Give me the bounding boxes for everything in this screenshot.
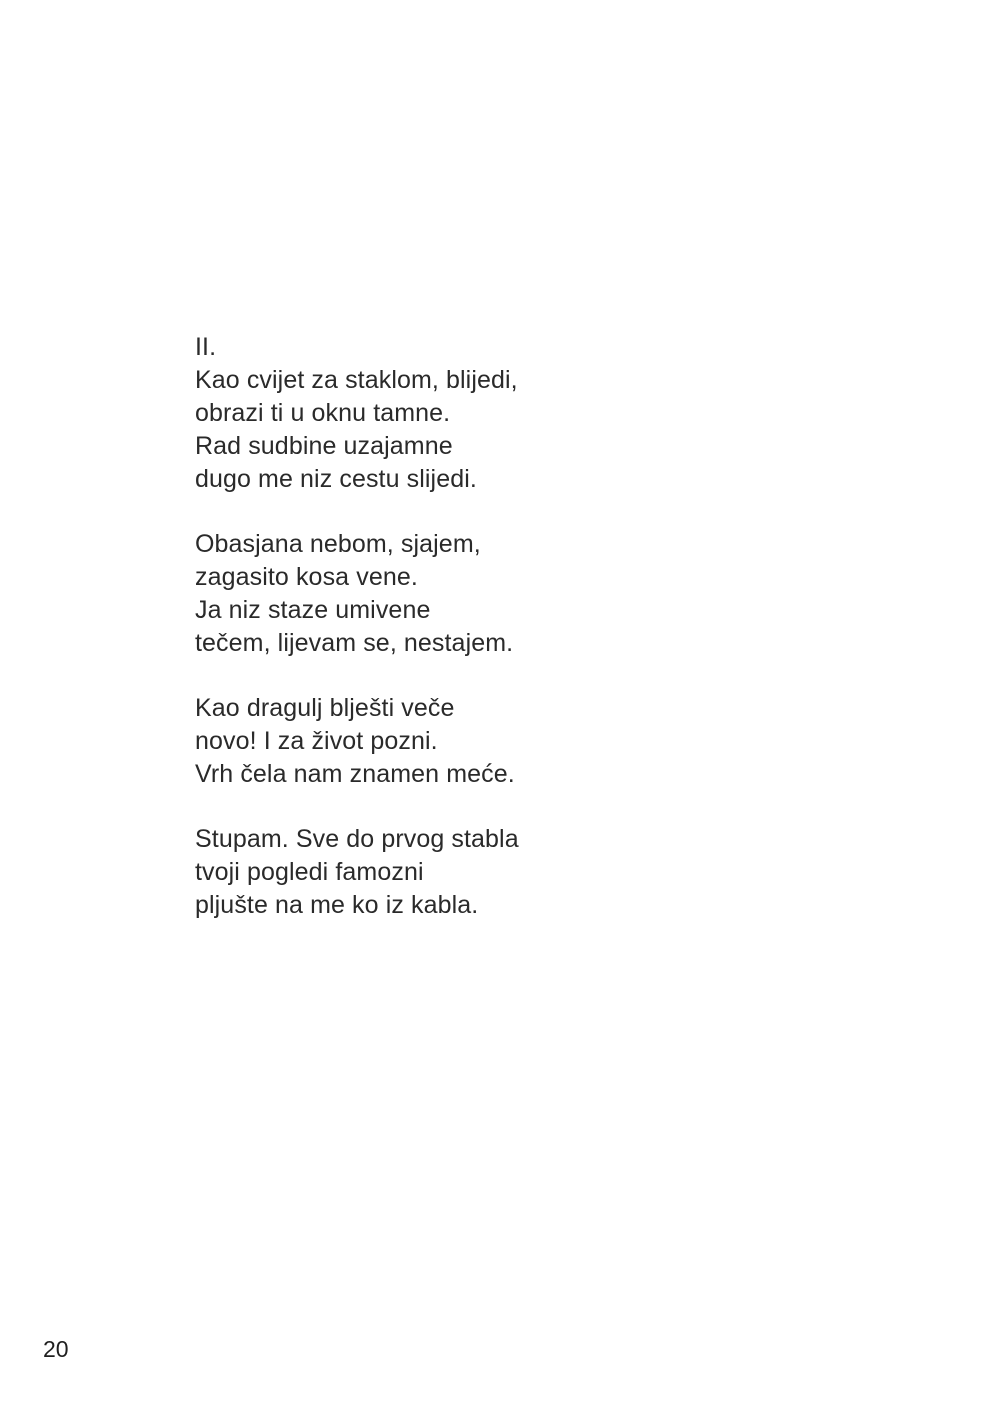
verse-line: dugo me niz cestu slijedi.: [195, 465, 477, 493]
verse-line: tečem, lijevam se, nestajem.: [195, 629, 514, 657]
verse-line: tvoji pogledi famozni: [195, 858, 424, 886]
verse-line: Kao dragulj blješti veče: [195, 694, 455, 722]
verse-line: zagasito kosa vene.: [195, 563, 418, 591]
verse-line: Kao cvijet za staklom, blijedi,: [195, 366, 518, 394]
verse-line: pljušte na me ko iz kabla.: [195, 891, 479, 919]
verse-line: Ja niz staze umivene: [195, 596, 431, 624]
verse-line: Vrh čela nam znamen meće.: [195, 760, 515, 788]
stanza-3: [195, 692, 519, 791]
verse-line: Rad sudbine uzajamne: [195, 432, 453, 460]
stanza-4: [195, 823, 519, 922]
verse-line: novo! I za život pozni.: [195, 727, 438, 755]
page-number: 20: [43, 1336, 69, 1362]
verse-line: Obasjana nebom, sjajem,: [195, 530, 481, 558]
verse-line: obrazi ti u oknu tamne.: [195, 399, 451, 427]
stanza-1: [195, 364, 519, 496]
stanza-2: [195, 528, 519, 660]
verse-line: Stupam. Sve do prvog stabla: [195, 825, 519, 853]
poem: [195, 331, 519, 922]
poem-section-number: II.: [195, 333, 217, 361]
